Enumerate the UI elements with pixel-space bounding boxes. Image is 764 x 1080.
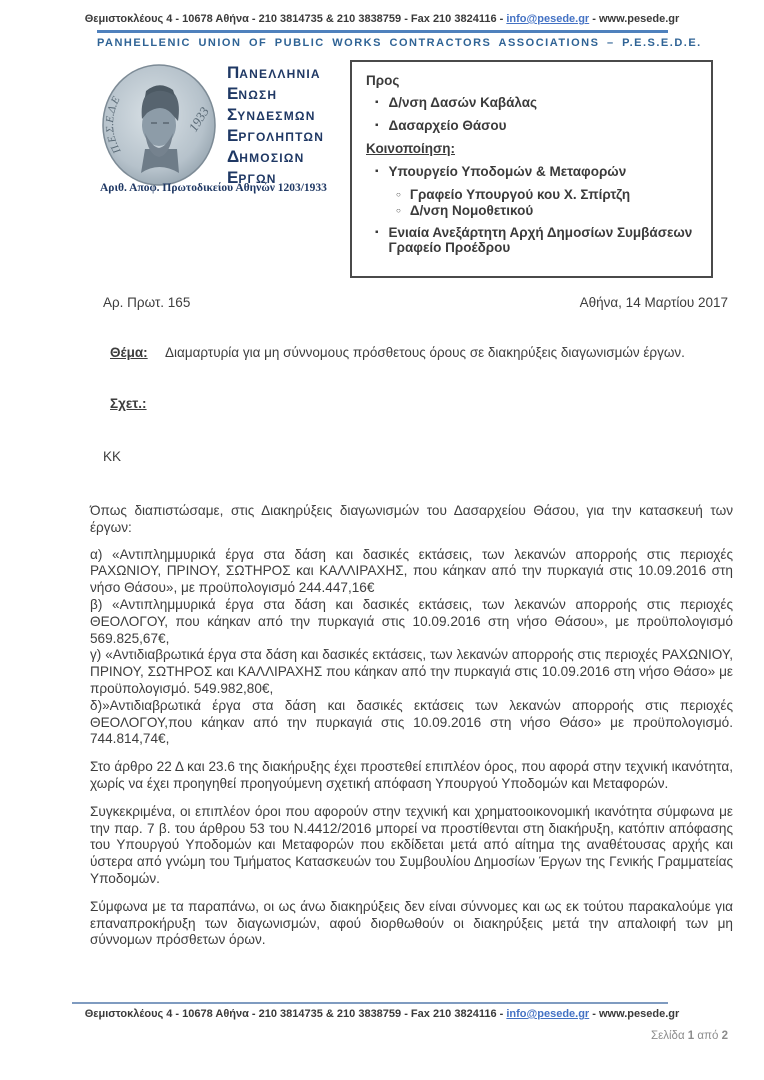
body-paragraph: δ)»Αντιδιαβρωτικά έργα στα δάση και δασικές εκτάσεις των λεκανών απορροής στις περιοχές ΘΕΟΛΟΓΟΥ,που κάηκαν από την πυρκαγιά στις 10.09.2016 στη νήσο Θάσο» με προϋπολογισμό. 744.814,74€, (90, 697, 733, 747)
protocol-number: Αρ. Πρωτ. 165 (103, 295, 191, 310)
footer-contact-line (0, 1008, 764, 1020)
coin-acronym-text: Π.Ε.Σ.Ε.Δ.Ε (104, 94, 124, 156)
cc-recipient-item: ▪ Ενιαία Ανεξάρτητη Αρχή Δημοσίων Συμβάσεων Γραφείο Προέδρου (366, 225, 697, 255)
org-name-line: ΔΗΜΟΣΙΩΝ (227, 147, 305, 166)
pericles-coin-logo (101, 63, 217, 187)
to-recipient-item: ▪ Δ/νση Δασών Καβάλας (366, 95, 697, 110)
org-name-line: ΕΝΩΣΗ (227, 84, 278, 103)
subject-text: Διαμαρτυρία για μη σύννομους πρόσθετους όρους σε διακηρύξεις διαγωνισμών έργων. (165, 345, 685, 360)
pericles-bust (141, 85, 179, 173)
reference-row (110, 396, 147, 411)
org-title-english: PANHELLENIC UNION OF PUBLIC WORKS CONTRACTORS ASSOCIATIONS – P.E.S.E.D.E. (97, 37, 702, 49)
body-paragraph: α) «Αντιπλημμυρικά έργα στα δάση και δασικές εκτάσεις, των λεκανών απορροής στις περιοχές ΡΑΧΩΝΙΟΥ, ΠΡΙΝΟΥ, ΣΩΤΗΡΟΣ και ΚΑΛΛΙΡΑΧΗΣ, που κάηκαν από την πυρκαγιά στις 10.09.2016 στη νήσο Θάσου», με προϋπολογισμό 244.447,16€ (90, 546, 733, 596)
footer-divider (72, 1002, 668, 1004)
date-place: Αθήνα, 14 Μαρτίου 2017 (579, 295, 728, 310)
letter-body (90, 503, 733, 949)
subject-label: Θέμα: (110, 345, 148, 360)
org-name-line: ΕΡΓΟΛΗΠΤΩΝ (227, 126, 325, 145)
cc-recipient-item: ▪ Υπουργείο Υποδομών & Μεταφορών (366, 164, 697, 179)
org-name-line: ΕΡΓΩΝ (227, 168, 277, 187)
org-name-line: ΠΑΝΕΛΛΗΝΙΑ (227, 63, 321, 82)
subject-row (110, 345, 735, 360)
body-paragraph: Στο άρθρο 22 Δ και 23.6 της διακήρυξης έχει προστεθεί επιπλέον όρος, που αφορά στην τεχνική ικανότητα, χωρίς να έχει προηγηθεί προηγούμενη σχετική απόφαση Υπουργού Υποδομών και Μεταφορών. (90, 759, 733, 791)
org-name-greek (227, 63, 324, 189)
reference-label: Σχετ.: (110, 396, 147, 411)
body-paragraph: Συγκεκριμένα, οι επιπλέον όροι που αφορούν στην τεχνική και χρηματοοικονομική ικανότητα σύμφωνα με την παρ. 7 β. του άρθρου 53 του Ν.4412/2016 μπορεί να προστίθενται στη διακήρυξη, κατόπιν απόφασης του Υπουργού Υποδομών και Μεταφορών που εκδίδεται μετά από αίτημα της αναθέτουσας αρχής και ύστερα από γνώμη του Τμήματος Κατασκευών του Συμβουλίου Δημοσίων Έργων της Γενικής Γραμματείας Υποδομών. (90, 803, 733, 886)
page-number: Σελίδα 1 από 2 (651, 1030, 728, 1042)
cc-sub-recipient-item: ○ Γραφείο Υπουργού κου Χ. Σπίρτζη (396, 187, 697, 202)
footer-contact-suffix: - www.pesede.gr (589, 1008, 680, 1020)
body-paragraph: Σύμφωνα με τα παραπάνω, οι ως άνω διακηρύξεις δεν είναι σύννομες και ως εκ τούτου παρακαλούμε για επαναπροκήρυξη των διαγωνισμών, αφού διορθωθούν οι διακηρύξεις μετά την απαλοιφή των μη σύννομων πρόσθετων όρων. (90, 898, 733, 948)
salutation: ΚΚ (103, 449, 122, 464)
header-contact-line (0, 13, 764, 25)
cc-label: Κοινοποίηση: (366, 141, 455, 156)
header-contact-prefix: Θεμιστοκλέους 4 - 10678 Αθήνα - 210 3814735 & 210 3838759 - Fax 210 3824116 - (84, 13, 507, 25)
body-paragraph: β) «Αντιπλημμυρικά έργα στα δάση και δασικές εκτάσεις, των λεκανών απορροής στις περιοχές ΘΕΟΛΟΓΟΥ, που κάηκαν από την πυρκαγιά στις 10.09.2016 στη νήσο Θάσου», με προϋπολογισμό 569.825,67€, (90, 596, 733, 646)
to-label: Προς (366, 73, 400, 88)
to-recipient-item: ▪ Δασαρχείο Θάσου (366, 118, 697, 133)
header-divider (97, 30, 668, 33)
header-email-link[interactable]: info@pesede.gr (506, 13, 590, 25)
court-registration-number: Αριθ. Αποφ. Πρωτοδικείου Αθηνών 1203/1933 (100, 182, 327, 194)
coin-year-text: 1933 (185, 104, 212, 135)
org-name-line: ΣΥΝΔΕΣΜΩΝ (227, 105, 316, 124)
footer-contact-prefix: Θεμιστοκλέους 4 - 10678 Αθήνα - 210 3814735 & 210 3838759 - Fax 210 3824116 - (84, 1008, 507, 1020)
header-contact-suffix: - www.pesede.gr (589, 13, 680, 25)
footer-email-link[interactable]: info@pesede.gr (506, 1008, 590, 1020)
body-paragraph: Όπως διαπιστώσαμε, στις Διακηρύξεις διαγωνισμών του Δασαρχείου Θάσου, για την κατασκευή των έργων: (90, 503, 733, 535)
recipients-box (350, 60, 713, 278)
cc-sub-recipient-item: ○ Δ/νση Νομοθετικού (396, 203, 697, 218)
body-paragraph: γ) «Αντιδιαβρωτικά έργα στα δάση και δασικές εκτάσεις, των λεκανών απορροής στις περιοχές ΡΑΧΩΝΙΟΥ, ΠΡΙΝΟΥ, ΣΩΤΗΡΟΣ και ΚΑΛΛΙΡΑΧΗΣ που κάηκαν από την πυρκαγιά στις 10.09.2016 στη νήσο Θάσο» με προϋπολογισμό. 549.982,80€, (90, 647, 733, 696)
